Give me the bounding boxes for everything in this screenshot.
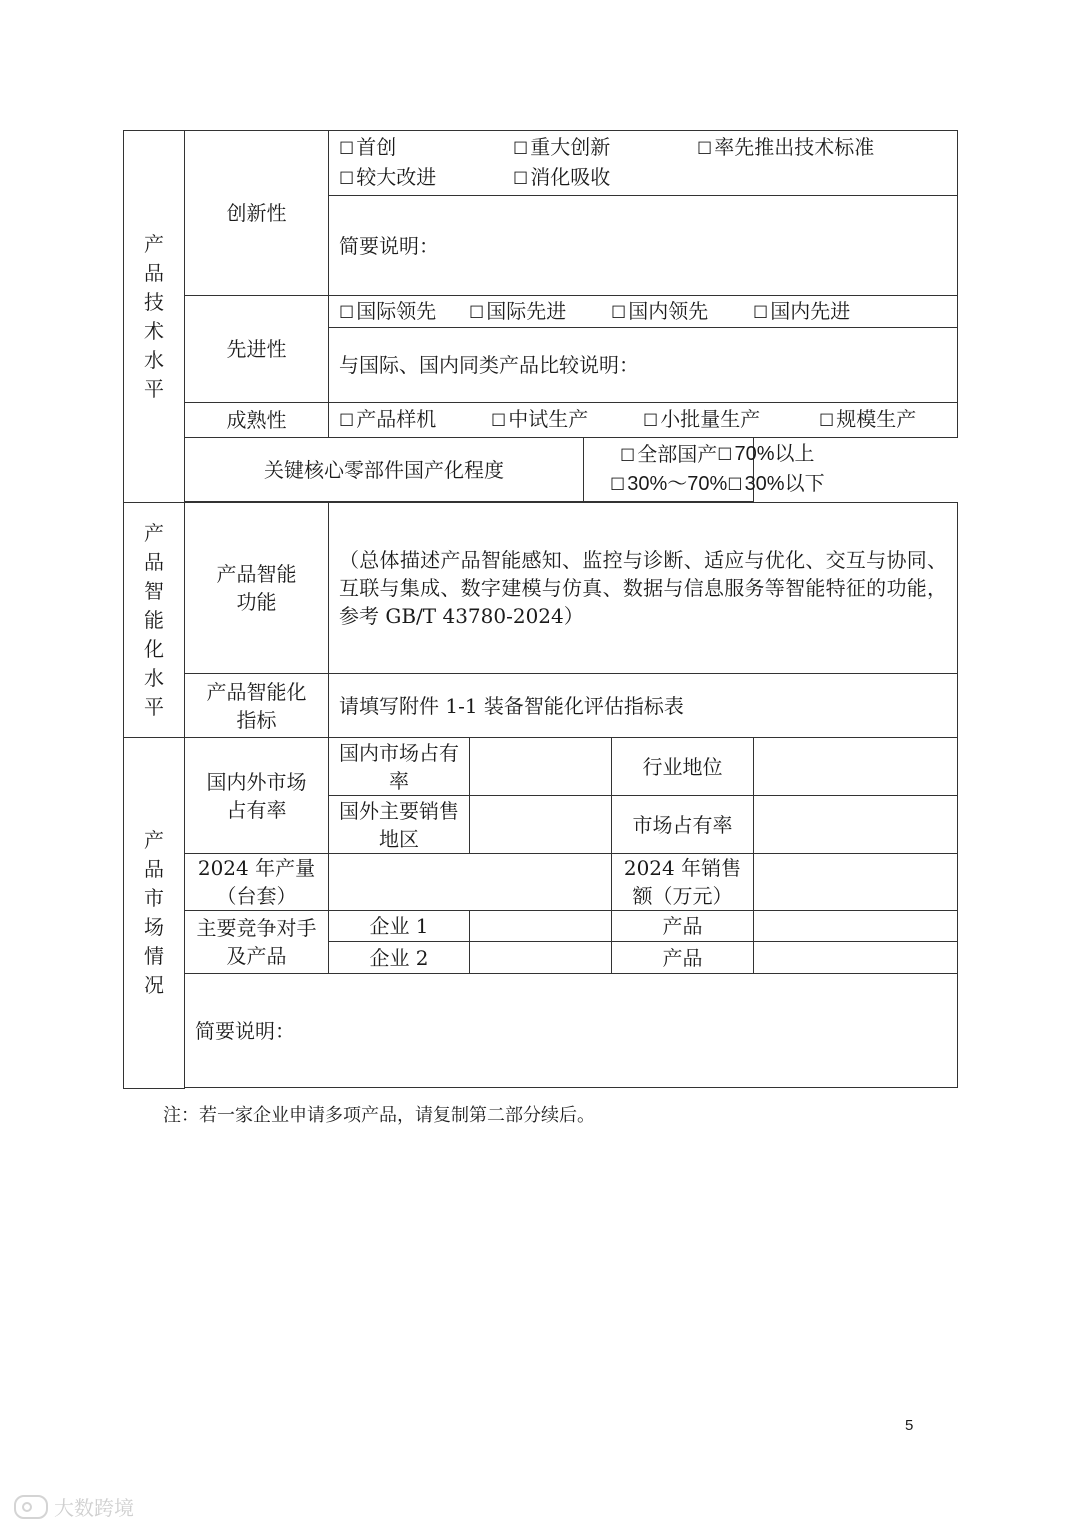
innovation-note-field[interactable]: [329, 196, 958, 296]
option-absorption[interactable]: ☐ 消化吸收: [513, 165, 611, 189]
checkbox-icon: ☐: [819, 411, 835, 431]
option-intl-leading[interactable]: ☐ 国际领先: [339, 298, 437, 323]
market-share-label: 国内外市场占有率: [185, 738, 329, 854]
competitors-label: 主要竞争对手及产品: [185, 911, 329, 974]
checkbox-icon: ☐: [610, 475, 626, 495]
option-fully-domestic[interactable]: ☐ 全部国产: [620, 442, 718, 466]
maturity-options: [329, 403, 958, 438]
checkbox-icon: ☐: [339, 169, 355, 189]
checkbox-icon: ☐: [339, 139, 355, 159]
market-section-cell: [124, 738, 185, 1089]
page-number: 5: [905, 1417, 914, 1434]
option-domestic-advanced[interactable]: ☐ 国内先进: [753, 298, 851, 323]
market-share-rate-value[interactable]: [754, 796, 958, 854]
maturity-label: 成熟性: [185, 403, 329, 438]
watermark-text: 大数跨境: [54, 1496, 134, 1520]
option-major-improvement[interactable]: ☐ 较大改进: [339, 165, 437, 189]
checkbox-icon: ☐: [611, 302, 627, 323]
product-info-table: [123, 130, 958, 1089]
innovation-note-label: 简要说明：: [339, 233, 439, 258]
market-section-label: 产品市场情况: [144, 827, 164, 997]
option-domestic-leading[interactable]: ☐ 国内领先: [611, 298, 709, 323]
market-note-label: 简要说明：: [195, 1018, 295, 1043]
checkbox-icon: ☐: [643, 411, 659, 431]
watermark: [14, 1492, 134, 1521]
innovation-options: [329, 131, 958, 196]
competitor-2-product-value[interactable]: [754, 942, 958, 974]
option-pilot-production[interactable]: ☐ 中试生产: [491, 407, 589, 431]
intel-function-desc[interactable]: （总体描述产品智能感知、监控与诊断、适应与优化、交互与协同、互联与集成、数字建模与仿真、数据与信息服务等智能特征的功能，参考 GB/T 43780-2024）: [329, 503, 958, 674]
sales-2024-label: 2024 年销售额（万元）: [612, 854, 754, 911]
checkbox-icon: ☐: [339, 411, 355, 431]
option-prototype[interactable]: ☐ 产品样机: [339, 407, 437, 431]
option-below-30[interactable]: ☐ 30%以下: [727, 473, 825, 495]
option-major-innovation[interactable]: ☐ 重大创新: [513, 135, 611, 159]
competitor-2-value[interactable]: [470, 942, 612, 974]
intel-indicator-label: 产品智能化指标: [185, 674, 329, 738]
watermark-logo-icon: [14, 1495, 48, 1519]
intel-level-section-label: 产品智能化水平: [144, 520, 164, 719]
output-2024-value[interactable]: [329, 854, 612, 911]
competitor-1-product-label: 产品: [612, 911, 754, 942]
checkbox-icon: ☐: [491, 411, 507, 431]
checkbox-icon: ☐: [717, 445, 733, 465]
competitor-2-product-label: 产品: [612, 942, 754, 974]
advanced-note-field[interactable]: [329, 328, 958, 403]
intel-indicator-desc[interactable]: 请填写附件 1-1 装备智能化评估指标表: [329, 674, 958, 738]
market-share-rate-label: 市场占有率: [612, 796, 754, 854]
advanced-note-label: 与国际、国内同类产品比较说明：: [339, 353, 639, 377]
foreign-region-value[interactable]: [470, 796, 612, 854]
intel-level-section-cell: [124, 503, 185, 738]
industry-position-value[interactable]: [754, 738, 958, 796]
innovation-label: 创新性: [185, 131, 329, 296]
footnote: 注：若一家企业申请多项产品，请复制第二部分续后。: [163, 1105, 595, 1126]
checkbox-icon: ☐: [753, 302, 769, 323]
checkbox-icon: ☐: [697, 139, 713, 159]
output-2024-label: 2024 年产量（台套）: [185, 854, 329, 911]
checkbox-icon: ☐: [620, 446, 636, 466]
competitor-1-label: 企业 1: [329, 911, 470, 942]
option-30-to-70[interactable]: ☐ 30%～70%: [610, 473, 728, 495]
localization-label: 关键核心零部件国产化程度: [185, 438, 584, 502]
tech-level-section-cell: [124, 131, 185, 503]
option-mass-production[interactable]: ☐ 规模生产: [819, 407, 917, 431]
option-intl-advanced[interactable]: ☐ 国际先进: [469, 298, 567, 323]
checkbox-icon: ☐: [727, 475, 743, 495]
checkbox-icon: ☐: [469, 302, 485, 323]
sales-2024-value[interactable]: [754, 854, 958, 911]
checkbox-icon: ☐: [339, 302, 355, 323]
checkbox-icon: ☐: [513, 139, 529, 159]
competitor-1-value[interactable]: [470, 911, 612, 942]
option-small-batch[interactable]: ☐ 小批量生产: [643, 407, 761, 431]
option-over-70[interactable]: ☐ 70%以上: [717, 443, 815, 465]
competitor-2-label: 企业 2: [329, 942, 470, 974]
advanced-options: [329, 296, 958, 328]
option-tech-standard[interactable]: ☐ 率先推出技术标准: [697, 135, 875, 159]
industry-position-label: 行业地位: [612, 738, 754, 796]
tech-level-section-label: 产品技术水平: [144, 231, 164, 401]
competitor-1-product-value[interactable]: [754, 911, 958, 942]
domestic-share-value[interactable]: [470, 738, 612, 796]
domestic-share-label: 国内市场占有率: [329, 738, 470, 796]
option-first-of-kind[interactable]: ☐ 首创: [339, 135, 397, 159]
localization-options: [584, 438, 825, 502]
checkbox-icon: ☐: [513, 169, 529, 189]
market-note-field[interactable]: [185, 974, 958, 1088]
intel-function-label: 产品智能功能: [185, 503, 329, 674]
foreign-region-label: 国外主要销售地区: [329, 796, 470, 854]
advanced-label: 先进性: [185, 296, 329, 403]
